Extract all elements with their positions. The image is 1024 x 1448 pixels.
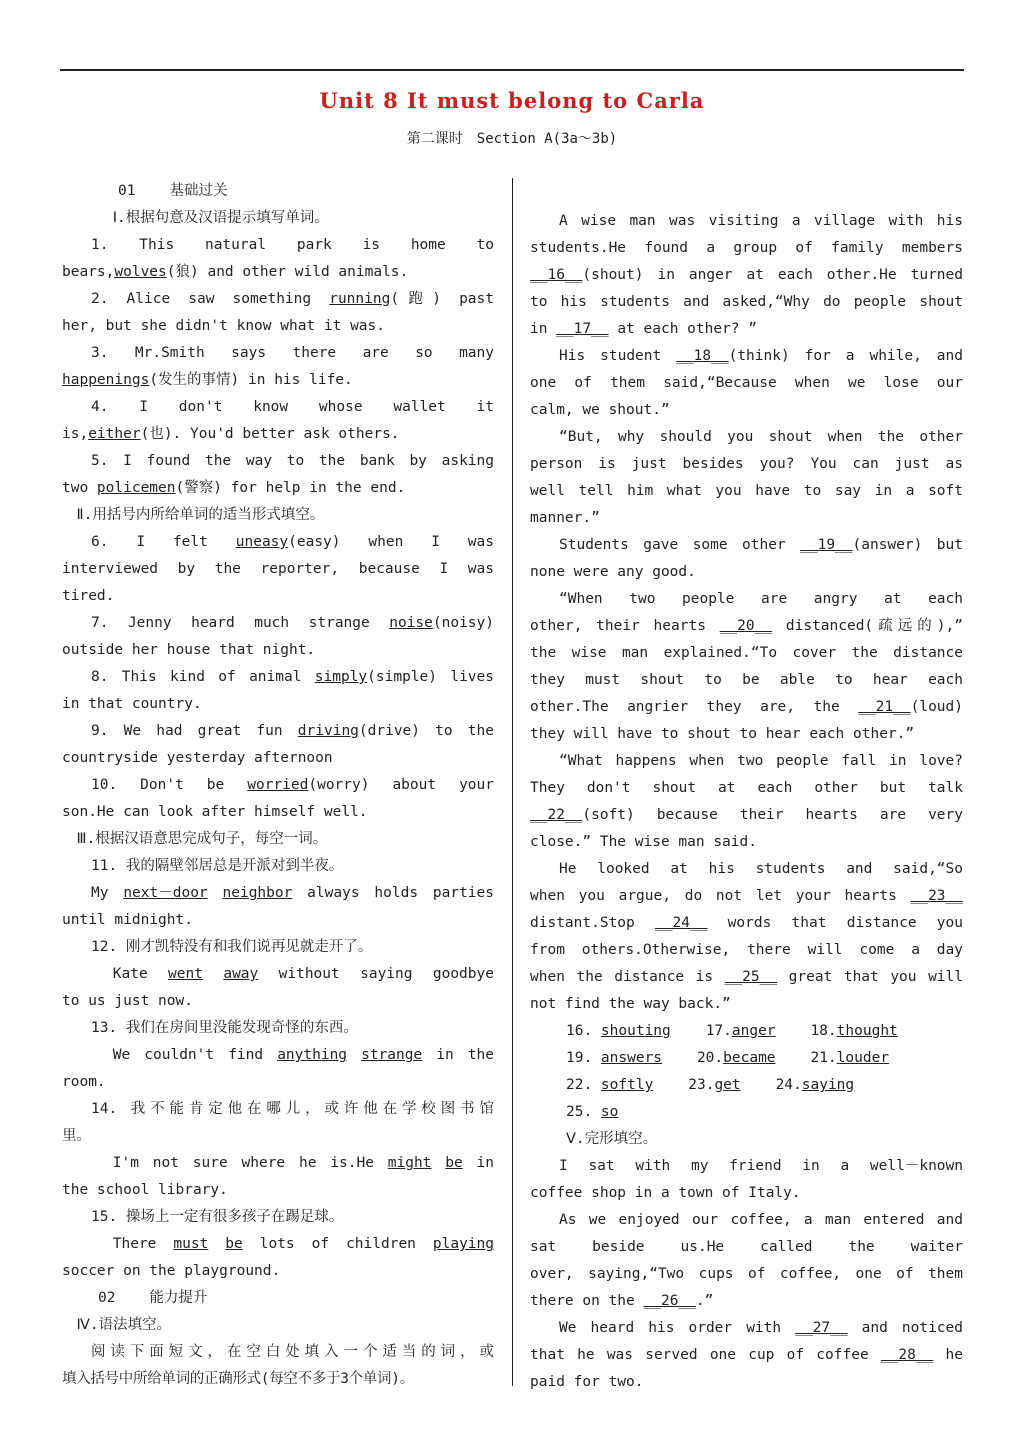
answer: wolves — [114, 264, 167, 280]
section-01-heading: 01 基础过关 — [118, 183, 228, 199]
cloze-paragraph: We heard his order with __27__ and noticed — [559, 1320, 964, 1336]
top-rule — [60, 69, 964, 71]
question-11: My next－door neighbor always holds parties — [91, 885, 494, 901]
question-9: 9. We had great fun driving(drive) to the — [91, 723, 494, 739]
answer: driving — [297, 723, 359, 739]
question-7: 7. Jenny heard much strange noise(noisy) — [91, 615, 494, 631]
part-ii-heading: Ⅱ.用括号内所给单词的适当形式填空。 — [76, 507, 325, 523]
blank-17: __17__ — [556, 321, 609, 337]
part-iv-heading: Ⅳ.语法填空。 — [76, 1317, 172, 1333]
answer: went — [168, 966, 203, 982]
question-15-chinese: 15. 操场上一定有很多孩子在踢足球。 — [91, 1209, 344, 1225]
question-1: 1. This natural park is home to — [91, 237, 494, 253]
instructions: 阅读下面短文，在空白处填入一个适当的词，或 — [91, 1344, 494, 1360]
answer: uneasy — [235, 534, 289, 550]
cloze-paragraph: As we enjoyed our coffee, a man entered and — [559, 1212, 963, 1228]
question-3: 3. Mr.Smith says there are so many — [91, 345, 494, 361]
blank-20: __20__ — [719, 618, 773, 634]
passage-paragraph: “What happens when two people fall in love? — [559, 753, 963, 769]
answer: anything — [277, 1047, 348, 1063]
question-12-chinese: 12. 刚才凯特没有和我们说再见就走开了。 — [91, 939, 373, 955]
question-15: There must be lots of children playing — [112, 1236, 494, 1252]
page-title: Unit 8 It must belong to Carla — [319, 88, 705, 113]
blank-18: __18__ — [676, 348, 729, 364]
blank-16: __16__ — [530, 267, 583, 283]
question-5: 5. I found the way to the bank by asking — [91, 453, 494, 469]
blank-19: __19__ — [800, 537, 853, 553]
passage-paragraph: Students gave some other __19__(answer) but — [559, 537, 963, 553]
answer-key-row: 19. answers 20.became 21.louder — [566, 1050, 890, 1066]
answer: must — [173, 1236, 209, 1252]
question-13-chinese: 13. 我们在房间里没能发现奇怪的东西。 — [91, 1020, 358, 1036]
answer: neighbor — [222, 885, 293, 901]
answer: thought — [836, 1023, 898, 1039]
right-column: A wise man was visiting a village with his students.He found a group of family members __16__(shout) in anger at each other.He turned to his students and asked,“Why do people shout in __17__ at each other? ” His student __18__(think) for a while, and one of them said,“Because when we lose our calm, we shout.” “But, why should you shout when the other person is just besides you? You can just as well tell him what you have to say in a soft manner.” Students gave some other __19__(answer) but none were any good. “When two people are angry at each other, their hearts __20__ distanced(疏远的),” the wise man explained.“To cover the distance they must shout to be able to hear each other.The angrier they are, the __21__(loud) they will have to shout to hear each other.” “What happens when two people fall in love? They don't shout at each other but talk __22__(soft) because their hearts are very close.” The wise man said. He looked at his students and said,“So when you argue, do not let your hearts __23__ distant.Stop __24__ words that distance you from others.Otherwise, there will come a day when the distance is __25__ great that you will not find the way back.” 16. shouting 17.anger 18.thought 19. answers 20.became 21.louder 22. softly 23.get 24.saying 25. so Ⅴ.完形填空。 I sat with my friend in a well－known coffee shop in a town of Italy. As we enjoyed our coffee, a man entered and sat beside us.He called the waiter over, saying,“Two cups of coffee, one of them there on the __26__.” We heard his order with __27__ and noticed that he was served one cup of coffee __28__ he paid for two. — [530, 208, 963, 1396]
question-14-chinese: 14. 我不能肯定他在哪儿，或许他在学校图书馆 — [91, 1101, 494, 1117]
blank-23: __23__ — [910, 888, 963, 904]
answer-key-row: 22. softly 23.get 24.saying — [566, 1077, 855, 1093]
answer: saying — [801, 1077, 855, 1093]
answer: might — [387, 1155, 432, 1171]
blank-22: __22__ — [530, 807, 583, 823]
blank-27: __27__ — [795, 1320, 848, 1336]
answer: louder — [836, 1050, 890, 1066]
blank-24: __24__ — [655, 915, 708, 931]
passage-paragraph: His student __18__(think) for a while, and — [559, 348, 963, 364]
blank-25: __25__ — [724, 969, 778, 985]
question-10: 10. Don't be worried(worry) about your — [91, 777, 494, 793]
question-4: 4. I don't know whose wallet it — [91, 399, 494, 415]
column-divider — [512, 178, 513, 1386]
answer: either — [88, 426, 141, 442]
question-6: 6. I felt uneasy(easy) when I was — [91, 534, 494, 550]
answer: softly — [600, 1077, 654, 1093]
blank-28: __28__ — [880, 1347, 934, 1363]
answer: answers — [600, 1050, 663, 1066]
answer: policemen — [96, 480, 176, 496]
page-subtitle: 第二课时 Section A(3a～3b) — [406, 131, 618, 147]
question-14: I'm not sure where he is.He might be in — [112, 1155, 494, 1171]
question-12: Kate went away without saying goodbye — [112, 966, 494, 982]
cloze-paragraph: I sat with my friend in a well－known — [559, 1158, 963, 1174]
question-13: We couldn't find anything strange in the — [112, 1047, 495, 1063]
blank-21: __21__ — [858, 699, 911, 715]
part-i-heading: Ⅰ.根据句意及汉语提示填写单词。 — [112, 210, 329, 226]
passage-paragraph: “But, why should you shout when the other — [559, 429, 963, 445]
answer: get — [714, 1077, 741, 1093]
answer: happenings — [62, 372, 150, 388]
answer: worried — [247, 777, 309, 793]
question-11-chinese: 11. 我的隔壁邻居总是开派对到半夜。 — [91, 858, 344, 874]
answer: be — [225, 1236, 243, 1252]
section-02-heading: 02 能力提升 — [98, 1290, 208, 1306]
question-8: 8. This kind of animal simply(simple) lives — [91, 669, 494, 685]
answer: away — [223, 966, 259, 982]
answer-key-row: 25. so — [566, 1104, 619, 1120]
answer: be — [445, 1155, 463, 1171]
part-iii-heading: Ⅲ.根据汉语意思完成句子，每空一词。 — [76, 831, 328, 847]
blank-26: __26__ — [643, 1293, 696, 1309]
passage-paragraph: A wise man was visiting a village with his — [559, 213, 963, 229]
passage-paragraph: He looked at his students and said,“So — [559, 861, 963, 877]
answer: became — [723, 1050, 776, 1066]
answer: next－door — [123, 885, 208, 901]
answer: strange — [361, 1047, 423, 1063]
passage-paragraph: “When two people are angry at each — [559, 591, 963, 607]
answer: simply — [314, 669, 368, 685]
answer: shouting — [600, 1023, 671, 1039]
answer: anger — [731, 1023, 776, 1039]
question-2: 2. Alice saw something running(跑) past — [91, 291, 495, 307]
part-v-heading: Ⅴ.完形填空。 — [566, 1131, 658, 1147]
answer: running — [329, 291, 391, 307]
answer-key-row: 16. shouting 17.anger 18.thought — [566, 1023, 898, 1039]
answer: so — [600, 1104, 619, 1120]
left-column: 01 基础过关 Ⅰ.根据句意及汉语提示填写单词。 1. This natural park is home to bears,wolves(狼) and other wild animals. 2. Alice saw something running(跑) past her, but she didn't know what it was. 3. Mr.Smith says there are so many happenings(发生的事情) in his life. 4. I don't know whose wallet it is,either(也). You'd better ask others. 5. I found the way to the bank by asking two policemen(警察) for help in the end. Ⅱ.用括号内所给单词的适当形式填空。 6. I felt uneasy(easy) when I was interviewed by the reporter, because I was tired. 7. Jenny heard much strange noise(noisy) outside her house that night. 8. This kind of animal simply(simple) lives in that country. 9. We had great fun driving(drive) to the countryside yesterday afternoon 10. Don't be worried(worry) about your son.He can look after himself well. Ⅲ.根据汉语意思完成句子，每空一词。 11. 我的隔壁邻居总是开派对到半夜。 My next－door neighbor always holds parties until midnight. 12. 刚才凯特没有和我们说再见就走开了。 Kate went away without saying goodbye to us just now. 13. 我们在房间里没能发现奇怪的东西。 We couldn't find anything strange in the room. 14. 我不能肯定他在哪儿，或许他在学校图书馆 里。 I'm not sure where he is.He might be in the school library. 15. 操场上一定有很多孩子在踢足球。 There must be lots of children playing soccer on the playground. 02 能力提升 Ⅳ.语法填空。 阅读下面短文，在空白处填入一个适当的词，或 填入括号中所给单词的正确形式(每空不多于3个单词)。 — [62, 178, 494, 1393]
answer: playing — [432, 1236, 494, 1252]
answer: noise — [389, 615, 433, 631]
